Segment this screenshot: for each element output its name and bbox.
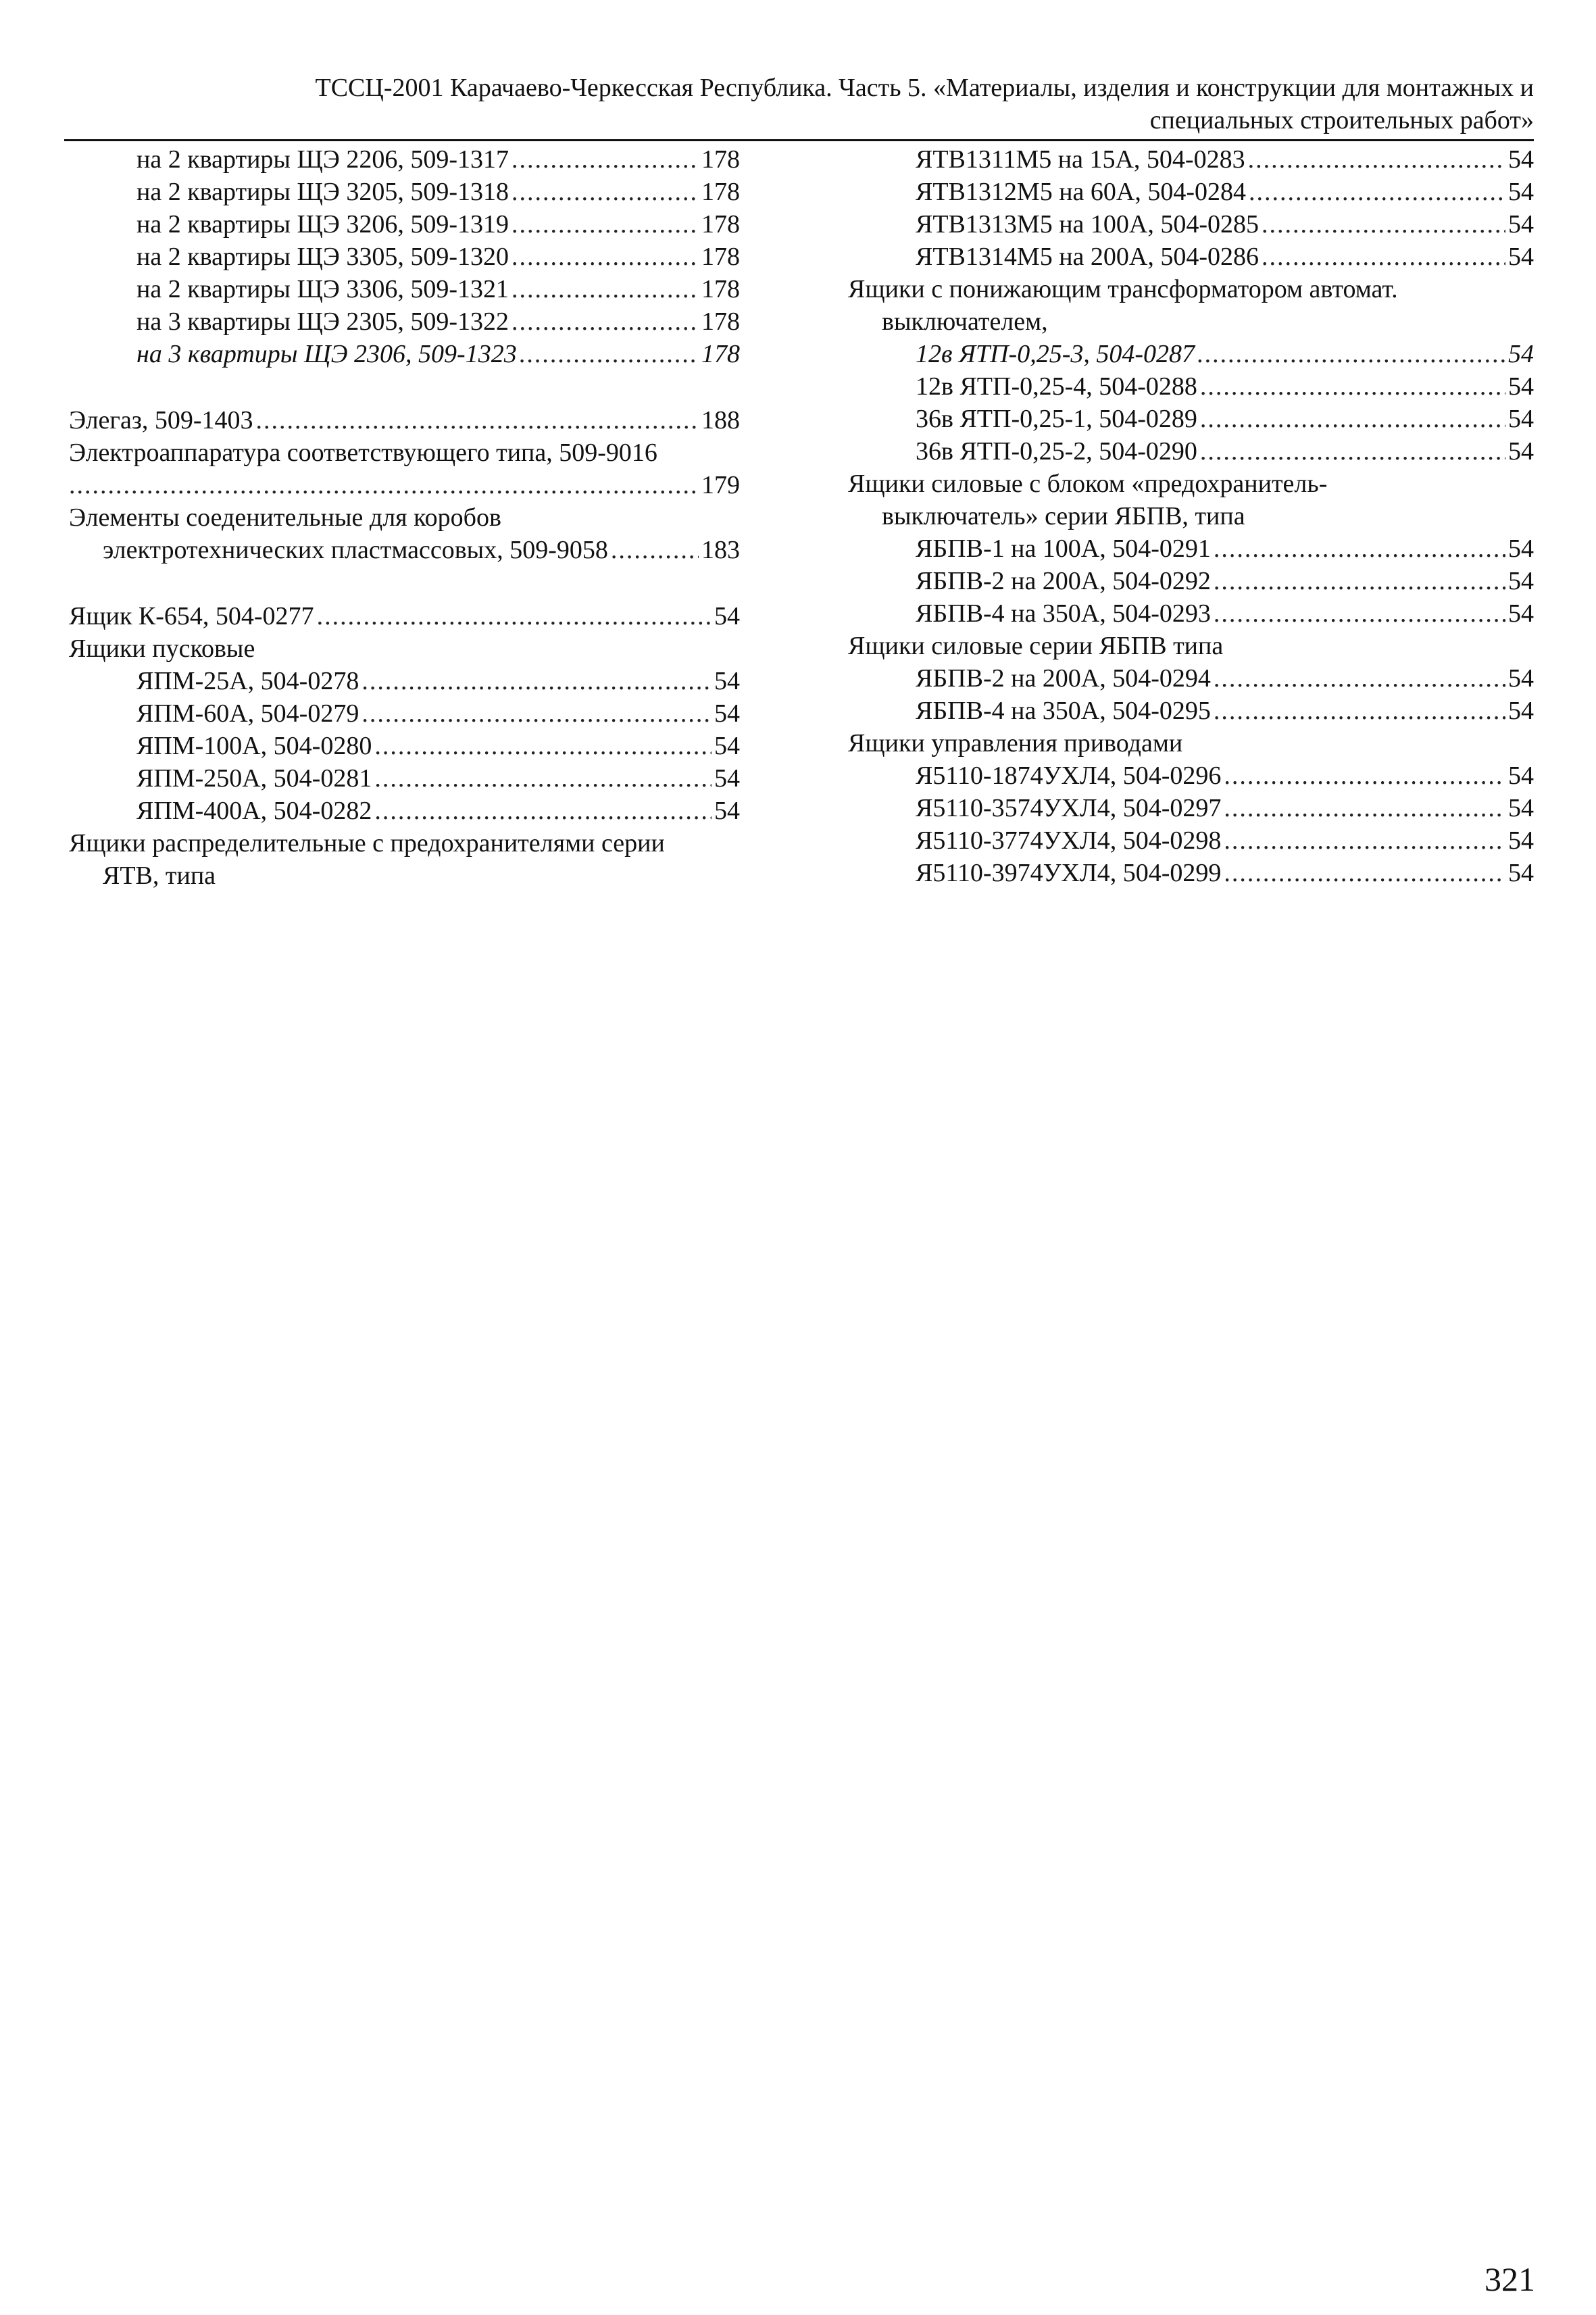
- dot-leader: [1224, 857, 1505, 889]
- dot-leader: [1224, 792, 1505, 824]
- dot-leader: [1214, 565, 1505, 597]
- entry-text: ЯПМ-100А, 504-0280: [136, 732, 372, 760]
- entry-page: 54: [1508, 534, 1534, 563]
- entry-text: ЯБПВ-1 на 100А, 504-0291: [916, 534, 1211, 563]
- index-column-right: [848, 143, 1534, 889]
- dot-leader: [69, 469, 699, 501]
- spacer: [69, 370, 740, 404]
- entry-text: Электроаппаратура соответствующего типа, 509-9016: [69, 439, 657, 467]
- index-entry: [69, 273, 740, 305]
- entry-page: 54: [1508, 567, 1534, 595]
- index-entry: [69, 176, 740, 208]
- index-entry: [848, 824, 1534, 857]
- spacer: [69, 566, 740, 600]
- index-entry: [69, 143, 740, 176]
- entry-page: 178: [701, 145, 740, 174]
- entry-heading: Ящики пусковые: [69, 634, 255, 663]
- index-entry: [69, 208, 740, 241]
- entry-text: ЯТВ1311М5 на 15А, 504-0283: [916, 145, 1245, 174]
- dot-leader: [520, 338, 699, 370]
- entry-text: ЯПМ-250А, 504-0281: [136, 764, 372, 793]
- entry-page: 178: [701, 275, 740, 303]
- index-entry: [848, 176, 1534, 208]
- entry-page: 178: [701, 340, 740, 368]
- dot-leader: [1262, 241, 1505, 273]
- dot-leader: [1262, 208, 1505, 241]
- entry-page: 54: [1508, 178, 1534, 206]
- entry-heading: Ящики силовые с блоком «предохранитель-: [848, 470, 1328, 498]
- entry-text: ЯПМ-60А, 504-0279: [136, 699, 359, 728]
- entry-page: 54: [1508, 340, 1534, 368]
- entry-text: Элементы соеденительные для коробов: [69, 503, 501, 532]
- entry-page: 54: [1508, 243, 1534, 271]
- dot-leader: [512, 143, 699, 176]
- entry-heading-continuation: выключатель» серии ЯБПВ, типа: [882, 502, 1245, 530]
- header-line-1: ТССЦ-2001 Карачаево-Черкесская Республика. Часть 5. «Материалы, изделия и конструкции для монтажных и: [315, 74, 1534, 102]
- index-entry: [848, 370, 1534, 403]
- index-entry: [848, 338, 1534, 370]
- index-entry-continuation: [69, 469, 740, 501]
- index-entry: [848, 597, 1534, 630]
- header-line-2: специальных строительных работ»: [1149, 106, 1534, 134]
- dot-leader: [1197, 338, 1505, 370]
- index-entry: [69, 730, 740, 762]
- entry-page: 54: [1508, 859, 1534, 887]
- entry-page: 54: [1508, 145, 1534, 174]
- entry-text: Я5110-3774УХЛ4, 504-0298: [916, 826, 1222, 855]
- entry-page: 54: [714, 699, 740, 728]
- entry-page: 54: [714, 602, 740, 630]
- dot-leader: [1214, 597, 1505, 630]
- index-entry: [848, 695, 1534, 727]
- entry-text: ЯПМ-400А, 504-0282: [136, 797, 372, 825]
- entry-heading-continuation: ЯТВ, типа: [103, 862, 216, 890]
- entry-page: 54: [714, 797, 740, 825]
- entry-text: Ящик К-654, 504-0277: [69, 602, 314, 630]
- running-header: [155, 72, 1534, 136]
- index-entry: [848, 760, 1534, 792]
- dot-leader: [1214, 695, 1505, 727]
- entry-page: 178: [701, 243, 740, 271]
- index-entry: [69, 600, 740, 632]
- index-entry: [69, 241, 740, 273]
- dot-leader: [361, 697, 712, 730]
- index-entry: [69, 795, 740, 827]
- entry-text: на 2 квартиры ЩЭ 3306, 509-1321: [136, 275, 509, 303]
- entry-page: 54: [714, 764, 740, 793]
- index-entry: [69, 404, 740, 437]
- entry-text: на 3 квартиры ЩЭ 2305, 509-1322: [136, 307, 509, 336]
- index-entry: [848, 565, 1534, 597]
- dot-leader: [512, 176, 699, 208]
- index-entry: [69, 665, 740, 697]
- dot-leader: [512, 208, 699, 241]
- index-entry: [848, 403, 1534, 435]
- dot-leader: [256, 404, 699, 437]
- dot-leader: [1200, 403, 1505, 435]
- entry-text: ЯТВ1314М5 на 200А, 504-0286: [916, 243, 1259, 271]
- entry-text: ЯБПВ-2 на 200А, 504-0292: [916, 567, 1211, 595]
- dot-leader: [361, 665, 712, 697]
- index-entry: [848, 143, 1534, 176]
- entry-text: 36в ЯТП-0,25-2, 504-0290: [916, 437, 1197, 466]
- index-entry: [69, 697, 740, 730]
- entry-page: 54: [1508, 437, 1534, 466]
- index-entry: [848, 241, 1534, 273]
- entry-page: 54: [1508, 210, 1534, 239]
- entry-page: 188: [701, 406, 740, 434]
- entry-page: 54: [1508, 664, 1534, 693]
- dot-leader: [1224, 824, 1505, 857]
- entry-heading: Ящики управления приводами: [848, 729, 1183, 757]
- entry-text: Я5110-3574УХЛ4, 504-0297: [916, 794, 1222, 822]
- index-entry: [848, 792, 1534, 824]
- dot-leader: [374, 730, 712, 762]
- entry-text: 12в ЯТП-0,25-4, 504-0288: [916, 372, 1197, 401]
- dot-leader: [317, 600, 712, 632]
- entry-heading: Ящики распределительные с предохранителями серии: [69, 829, 665, 857]
- dot-leader: [1224, 760, 1505, 792]
- dot-leader: [512, 273, 699, 305]
- entry-page: 179: [701, 471, 740, 499]
- index-entry: [69, 534, 740, 566]
- dot-leader: [1200, 370, 1505, 403]
- entry-text: на 3 квартиры ЩЭ 2306, 509-1323: [136, 340, 517, 368]
- entry-text: на 2 квартиры ЩЭ 3305, 509-1320: [136, 243, 509, 271]
- entry-text: Элегаз, 509-1403: [69, 406, 253, 434]
- entry-page: 183: [701, 536, 740, 564]
- index-entry: [848, 857, 1534, 889]
- index-entry: [69, 338, 740, 370]
- index-entry: [848, 435, 1534, 468]
- entry-text: ЯТВ1313М5 на 100А, 504-0285: [916, 210, 1259, 239]
- index-entry: [848, 208, 1534, 241]
- entry-page: 54: [714, 667, 740, 695]
- entry-text: ЯТВ1312М5 на 60А, 504-0284: [916, 178, 1246, 206]
- entry-page: 54: [1508, 762, 1534, 790]
- entry-text: 12в ЯТП-0,25-3, 504-0287: [916, 340, 1195, 368]
- dot-leader: [1214, 532, 1505, 565]
- dot-leader: [512, 305, 699, 338]
- entry-text: на 2 квартиры ЩЭ 2206, 509-1317: [136, 145, 509, 174]
- entry-page: 54: [1508, 599, 1534, 628]
- index-entry: [69, 305, 740, 338]
- entry-text: ЯБПВ-4 на 350А, 504-0295: [916, 697, 1211, 725]
- entry-text: электротехнических пластмассовых, 509-9058: [103, 536, 608, 564]
- entry-heading-continuation: выключателем,: [882, 307, 1048, 336]
- entry-text: на 2 квартиры ЩЭ 3205, 509-1318: [136, 178, 509, 206]
- entry-text: Я5110-3974УХЛ4, 504-0299: [916, 859, 1222, 887]
- index-column-left: [69, 143, 740, 892]
- entry-page: 54: [1508, 826, 1534, 855]
- entry-page: 54: [714, 732, 740, 760]
- entry-text: на 2 квартиры ЩЭ 3206, 509-1319: [136, 210, 509, 239]
- entry-page: 54: [1508, 697, 1534, 725]
- dot-leader: [374, 762, 712, 795]
- page-number: 321: [1485, 2260, 1535, 2298]
- dot-leader: [1249, 176, 1505, 208]
- entry-text: ЯБПВ-4 на 350А, 504-0293: [916, 599, 1211, 628]
- entry-heading: Ящики с понижающим трансформатором автомат.: [848, 275, 1398, 303]
- entry-page: 178: [701, 307, 740, 336]
- entry-page: 178: [701, 210, 740, 239]
- dot-leader: [611, 534, 699, 566]
- entry-page: 54: [1508, 794, 1534, 822]
- index-entry: [848, 532, 1534, 565]
- dot-leader: [374, 795, 712, 827]
- entry-text: Я5110-1874УХЛ4, 504-0296: [916, 762, 1222, 790]
- header-rule: [64, 139, 1534, 141]
- entry-page: 54: [1508, 405, 1534, 433]
- entry-heading: Ящики силовые серии ЯБПВ типа: [848, 632, 1224, 660]
- index-entry: [848, 662, 1534, 695]
- entry-page: 178: [701, 178, 740, 206]
- dot-leader: [1248, 143, 1505, 176]
- entry-page: 54: [1508, 372, 1534, 401]
- dot-leader: [1200, 435, 1505, 468]
- dot-leader: [1214, 662, 1505, 695]
- entry-text: 36в ЯТП-0,25-1, 504-0289: [916, 405, 1197, 433]
- entry-text: ЯПМ-25А, 504-0278: [136, 667, 359, 695]
- entry-text: ЯБПВ-2 на 200А, 504-0294: [916, 664, 1211, 693]
- dot-leader: [512, 241, 699, 273]
- index-entry: [69, 762, 740, 795]
